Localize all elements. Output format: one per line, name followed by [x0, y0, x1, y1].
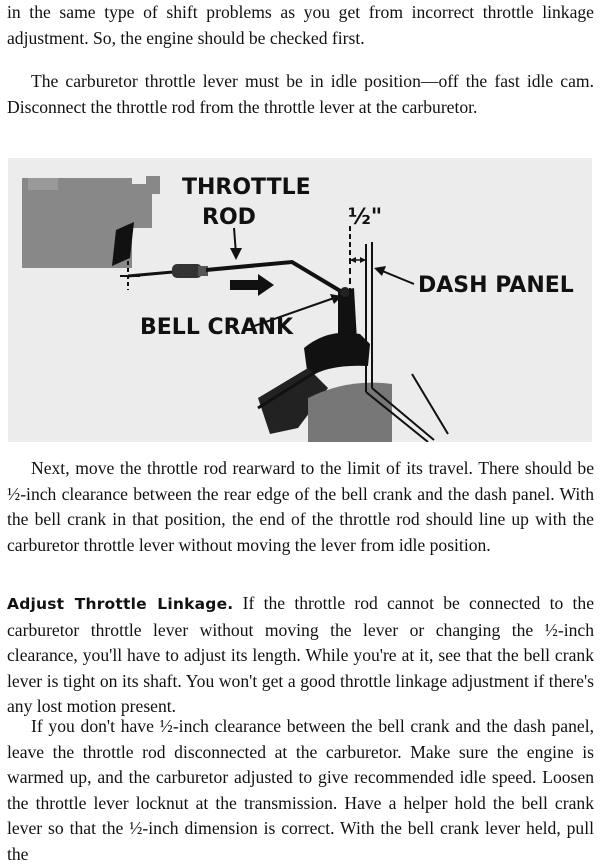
paragraph-carburetor: The carburetor throttle lever must be in idle position—off the fast idle cam. Disconnect the throttle rod from the throttle lever at the carburetor. [7, 71, 594, 117]
label-throttle: THROTTLE [182, 175, 311, 200]
carburetor-lever-shape [112, 222, 140, 290]
label-rod: ROD [202, 205, 256, 230]
paragraph-adjust-linkage [7, 591, 594, 720]
dimension-marker-shape [350, 226, 366, 263]
paragraph-no-clearance: If you don't have ½-inch clearance between the bell crank and the dash panel, leave the throttle rod disconnected at the carburetor. Make sure the engine is warmed up, and the carburetor adjusted to give recommended idle speed. Loosen the throttle lever locknut at the transmission. Have a helper hold the bell crank lever so that the ½-inch dimension is correct. With the bell crank lever held, pull the [7, 716, 594, 864]
direction-arrow-shape [230, 274, 274, 296]
section-heading-adjust-throttle-linkage: Adjust Throttle Linkage. [7, 595, 234, 613]
leader-lines-shape [230, 228, 414, 326]
paragraph-intro: in the same type of shift problems as you get from incorrect throttle linkage adjustment. So, the engine should be checked first. [7, 2, 594, 48]
throttle-linkage-illustration [8, 158, 592, 442]
label-dash-panel: DASH PANEL [418, 273, 574, 298]
label-half-inch: ½" [348, 205, 383, 230]
paragraph-adjust-linkage-body: If the throttle rod cannot be connected to the carburetor throttle lever without moving the lever or changing the ½-inch clearance, you'll have to adjust its length. While you're at it, see that the bell crank lever is tight on its shaft. You won't get a good throttle linkage adjustment if there's any lost motion present. [7, 593, 595, 717]
paragraph-clearance: Next, move the throttle rod rearward to the limit of its travel. There should be ½-inch clearance between the rear edge of the bell crank and the dash panel. With the bell crank in that position, the end of the throttle rod should line up with the carburetor throttle lever without moving the lever from idle position. [7, 458, 594, 555]
label-bell-crank: BELL CRANK [140, 315, 294, 340]
carburetor-shape [22, 176, 160, 268]
throttle-linkage-figure [8, 158, 592, 442]
